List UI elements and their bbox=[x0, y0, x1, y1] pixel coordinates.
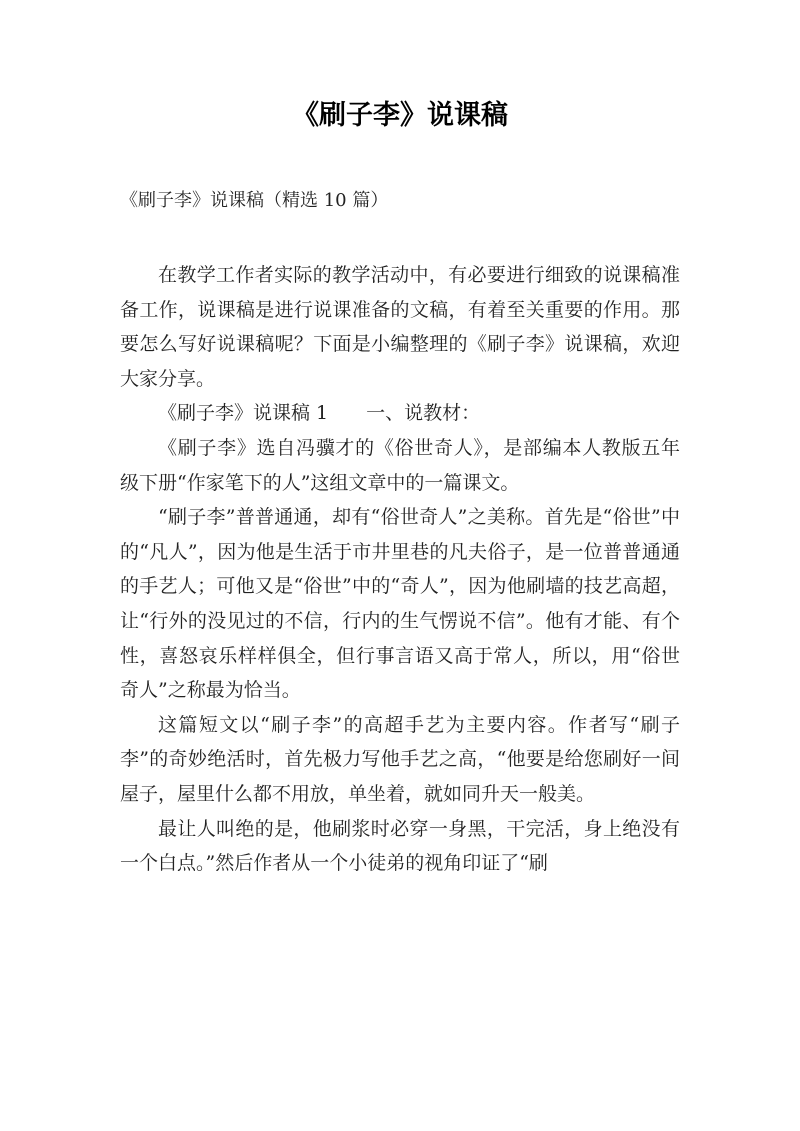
document-body bbox=[120, 258, 680, 881]
paragraph: 最让人叫绝的是，他刷浆时必穿一身黑，干完活，身上绝没有一个白点。”然后作者从一个小徒弟的视角印证了“刷 bbox=[120, 817, 680, 875]
paragraph: 这篇短文以“刷子李”的高超手艺为主要内容。作者写“刷子李”的奇妙绝活时，首先极力写他手艺之高，“他要是给您刷好一间屋子，屋里什么都不用放，单坐着，就如同升天一般美。 bbox=[120, 713, 680, 805]
paragraph: “刷子李”普普通通，却有“俗世奇人”之美称。首先是“俗世”中的“凡人”，因为他是生活于市井里巷的凡夫俗子，是一位普普通通的手艺人；可他又是“俗世”中的“奇人”，因为他刷墙的技艺高超，让“行外的没见过的不信，行内的生气愣说不信”。他有才能、有个性，喜怒哀乐样样俱全，但行事言语又高于常人，所以，用“俗世奇人”之称最为恰当。 bbox=[120, 506, 680, 702]
paragraph: 《刷子李》选自冯骥才的《俗世奇人》，是部编本人教版五年级下册“作家笔下的人”这组文章中的一篇课文。 bbox=[120, 436, 680, 494]
section-heading: 《刷子李》说课稿 1 一、说教材： bbox=[158, 402, 481, 425]
document-title: 《刷子李》说课稿 bbox=[292, 100, 508, 131]
paragraph-intro: 在教学工作者实际的教学活动中，有必要进行细致的说课稿准备工作，说课稿是进行说课准备的文稿，有着至关重要的作用。那要怎么写好说课稿呢？下面是小编整理的《刷子李》说课稿，欢迎大家分享。 bbox=[120, 264, 680, 390]
document-subtitle: 《刷子李》说课稿（精选 10 篇） bbox=[120, 190, 389, 211]
